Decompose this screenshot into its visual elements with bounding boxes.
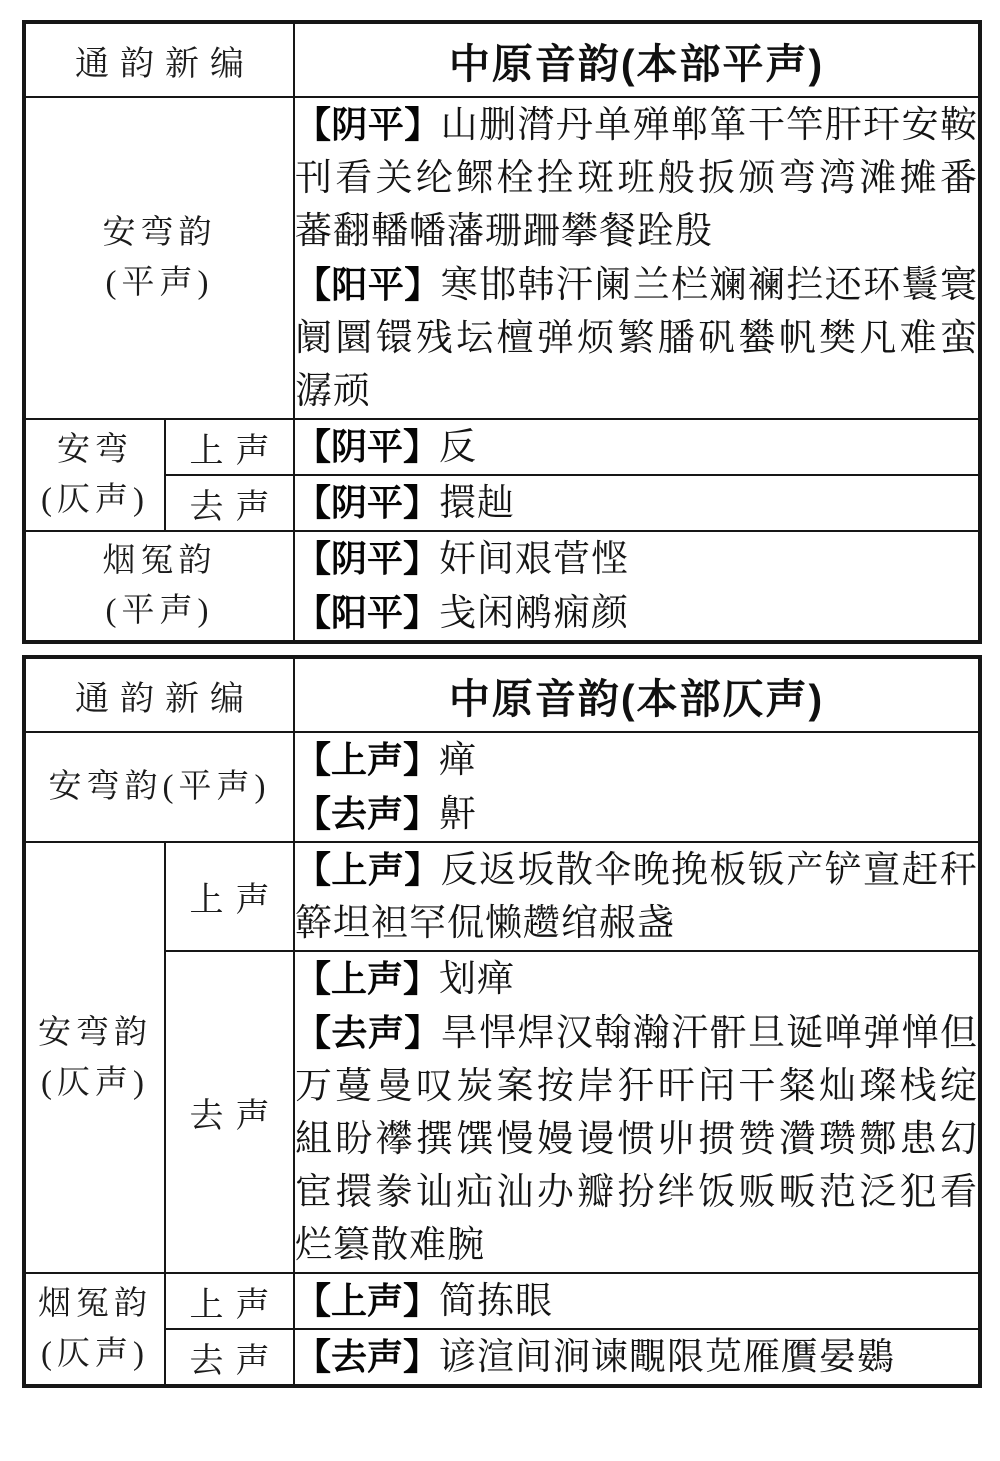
table-row xyxy=(24,951,980,1273)
tone-label: 【去声】 xyxy=(295,1336,440,1377)
character-list-cell xyxy=(294,732,980,842)
character-list-cell xyxy=(294,1329,980,1386)
tone-class-cell: 去声 xyxy=(165,1329,294,1386)
tone-label: 【阴平】 xyxy=(295,104,441,145)
character-list-cell xyxy=(294,531,980,642)
rhyme-label-cell xyxy=(24,732,294,842)
character-run: 戋闲鹇痫颜 xyxy=(439,593,630,634)
tone-class-cell: 上声 xyxy=(165,842,294,951)
tone-label: 【去声】 xyxy=(295,1012,441,1053)
rhyme-label-cell xyxy=(24,97,294,419)
header-row xyxy=(24,657,980,732)
rhyme-label-line: (平声) xyxy=(105,265,214,301)
table-row xyxy=(24,1329,980,1386)
table-row xyxy=(24,842,980,951)
table-row xyxy=(24,531,980,642)
header-row xyxy=(24,22,980,97)
rhyme-label-line: (仄声) xyxy=(41,482,149,518)
tone-class-cell: 去声 xyxy=(165,951,294,1273)
tone-entry xyxy=(295,1274,978,1328)
tone-entry xyxy=(295,258,978,418)
character-run: 鼾 xyxy=(439,794,478,835)
rhyme-label-line: 安弯韵 xyxy=(102,215,217,251)
table-row xyxy=(24,97,980,419)
tone-entry xyxy=(295,420,978,474)
character-list-cell xyxy=(294,951,980,1273)
character-list-cell xyxy=(294,1273,980,1329)
tone-entry xyxy=(295,1006,978,1272)
tone-entry xyxy=(295,733,978,787)
tone-entry xyxy=(295,532,978,586)
tone-class-cell: 上声 xyxy=(165,419,294,475)
tone-label: 【上声】 xyxy=(295,958,440,999)
tone-label: 【阳平】 xyxy=(295,264,441,305)
character-list-cell xyxy=(294,97,980,419)
character-run: 瘅 xyxy=(439,740,478,781)
character-run: 山删潸丹单殚郸箪干竿肝玕安鞍刊看关纶鳏栓拴斑班般扳颁弯湾滩摊番蕃翻轓幡藩珊跚攀餐跧殷 xyxy=(295,105,978,252)
tone-entry xyxy=(295,952,978,1006)
tone-entry xyxy=(295,1330,978,1384)
character-run: 寒邯韩汗阑兰栏斓襕拦还环鬟寰阛圜镮残坛檀弹烦繁膰矾蠜帆樊凡难蛮潺顽 xyxy=(295,265,978,412)
header-right-cell: 中原音韵(本部平声) xyxy=(294,22,980,97)
character-run: 简拣眼 xyxy=(439,1281,554,1322)
rhyme-label-line: (仄声) xyxy=(41,1064,149,1101)
tone-label: 【上声】 xyxy=(295,849,441,890)
tone-label: 【阴平】 xyxy=(295,426,440,467)
rhyme-label-cell xyxy=(24,531,294,642)
rhyme-label-cell xyxy=(24,842,165,1273)
character-run: 擐赸 xyxy=(439,483,516,524)
rhyme-label-line: 烟冤韵 xyxy=(38,1286,152,1322)
header-left-cell: 通韵新编 xyxy=(24,22,294,97)
character-run: 谚渲间涧谏覸限苋雁贋晏鷃 xyxy=(439,1337,896,1378)
rhyme-label-cell xyxy=(24,419,165,531)
rhyme-label-cell xyxy=(24,1273,165,1386)
tone-entry xyxy=(295,586,978,640)
table-row xyxy=(24,475,980,531)
character-run: 划瘅 xyxy=(439,959,516,1000)
tone-label: 【上声】 xyxy=(295,1280,440,1321)
header-left-cell: 通韵新编 xyxy=(24,657,294,732)
header-right-cell: 中原音韵(本部仄声) xyxy=(294,657,980,732)
table-row xyxy=(24,419,980,475)
tone-class-cell: 上声 xyxy=(165,1273,294,1329)
character-run: 奸间艰菅悭 xyxy=(439,539,630,580)
character-run: 反返坂散伞晚挽板钣产铲亶赶秆簳坦袒罕侃懒趱绾赧盏 xyxy=(295,850,978,944)
tone-label: 【阴平】 xyxy=(295,482,440,523)
rhyme-table xyxy=(22,20,982,644)
character-list-cell xyxy=(294,842,980,951)
character-run: 旱悍焊汉翰瀚汗骭旦诞啴弹惮但万蔓曼叹炭案按岸犴旰闬干粲灿璨栈绽組盼襻撰馔慢嫚谩惯丱掼赞灒瓒酂患幻宦擐豢讪疝汕办瓣扮绊饭贩畈范泛犯看烂篡散难腕 xyxy=(295,1013,978,1266)
tone-label: 【上声】 xyxy=(295,739,440,780)
table-row xyxy=(24,1273,980,1329)
tone-label: 【去声】 xyxy=(295,793,440,834)
tone-entry xyxy=(295,476,978,530)
tone-label: 【阳平】 xyxy=(295,592,440,633)
rhyme-tables-container xyxy=(22,20,978,1388)
table-row xyxy=(24,732,980,842)
tone-entry xyxy=(295,98,978,258)
rhyme-label-line: (仄声) xyxy=(41,1336,149,1372)
rhyme-label-line: 安弯韵 xyxy=(38,1014,152,1051)
rhyme-label-line: 烟冤韵 xyxy=(102,543,217,579)
rhyme-table xyxy=(22,655,982,1388)
rhyme-label-line: 安弯 xyxy=(57,432,133,468)
tone-label: 【阴平】 xyxy=(295,538,440,579)
rhyme-label-line: (平声) xyxy=(105,593,214,629)
rhyme-label-line: 安弯韵(平声) xyxy=(48,769,271,805)
tone-entry xyxy=(295,843,978,950)
tone-class-cell: 去声 xyxy=(165,475,294,531)
character-list-cell xyxy=(294,419,980,475)
character-run: 反 xyxy=(439,427,478,468)
tone-entry xyxy=(295,787,978,841)
character-list-cell xyxy=(294,475,980,531)
